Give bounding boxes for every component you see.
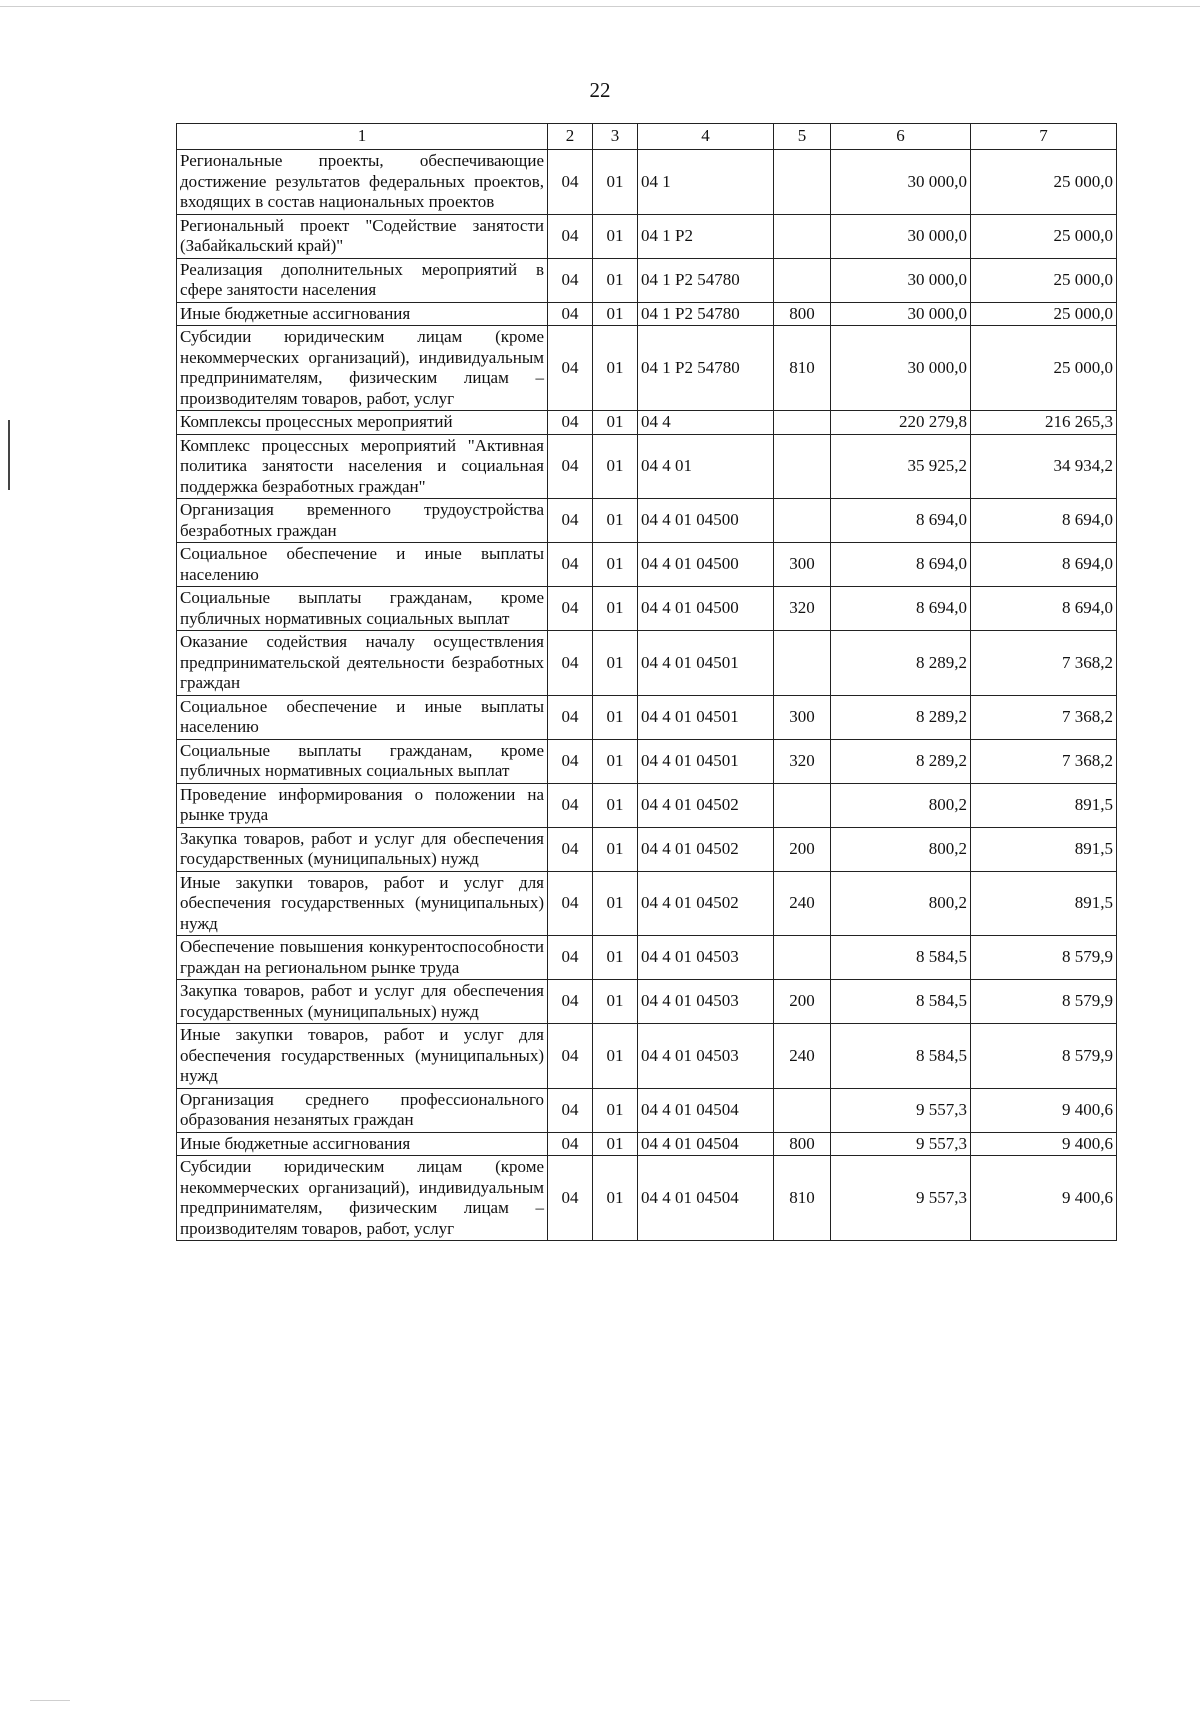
item-name: Социальное обеспечение и иные выплаты населению — [177, 543, 548, 587]
table-row — [177, 739, 1117, 783]
section-code: 04 — [548, 936, 593, 980]
target-article-code: 04 4 01 04502 — [638, 827, 774, 871]
item-name: Оказание содействия началу осуществления предпринимательской деятельности безработных граждан — [177, 631, 548, 696]
amount-year-2: 25 000,0 — [971, 258, 1117, 302]
table-body — [177, 150, 1117, 1241]
table-row — [177, 214, 1117, 258]
col-header-6: 6 — [831, 124, 971, 150]
amount-year-1: 8 289,2 — [831, 739, 971, 783]
amount-year-2: 7 368,2 — [971, 739, 1117, 783]
scan-edge-top — [0, 6, 1200, 7]
section-code: 04 — [548, 326, 593, 411]
section-code: 04 — [548, 1088, 593, 1132]
expense-type-code — [774, 783, 831, 827]
target-article-code: 04 1 Р2 54780 — [638, 326, 774, 411]
item-name: Социальное обеспечение и иные выплаты населению — [177, 695, 548, 739]
subsection-code: 01 — [593, 587, 638, 631]
table-row — [177, 827, 1117, 871]
amount-year-1: 30 000,0 — [831, 302, 971, 326]
expense-type-code: 320 — [774, 587, 831, 631]
target-article-code: 04 4 01 04504 — [638, 1088, 774, 1132]
target-article-code: 04 4 01 04501 — [638, 695, 774, 739]
amount-year-1: 8 289,2 — [831, 631, 971, 696]
amount-year-2: 25 000,0 — [971, 214, 1117, 258]
section-code: 04 — [548, 434, 593, 499]
amount-year-2: 891,5 — [971, 827, 1117, 871]
amount-year-1: 30 000,0 — [831, 214, 971, 258]
subsection-code: 01 — [593, 739, 638, 783]
table-row — [177, 1088, 1117, 1132]
amount-year-2: 25 000,0 — [971, 326, 1117, 411]
section-code: 04 — [548, 1132, 593, 1156]
table-row — [177, 302, 1117, 326]
subsection-code: 01 — [593, 695, 638, 739]
target-article-code: 04 4 — [638, 411, 774, 435]
expense-type-code — [774, 631, 831, 696]
item-name: Иные закупки товаров, работ и услуг для обеспечения государственных (муниципальных) нужд — [177, 871, 548, 936]
section-code: 04 — [548, 631, 593, 696]
target-article-code: 04 4 01 04500 — [638, 499, 774, 543]
amount-year-2: 9 400,6 — [971, 1132, 1117, 1156]
col-header-1: 1 — [177, 124, 548, 150]
expense-type-code: 240 — [774, 871, 831, 936]
amount-year-1: 9 557,3 — [831, 1088, 971, 1132]
subsection-code: 01 — [593, 434, 638, 499]
expense-type-code — [774, 1088, 831, 1132]
table-row — [177, 434, 1117, 499]
item-name: Субсидии юридическим лицам (кроме некоммерческих организаций), индивидуальным предпринимателям, физическим лицам – производителям товаров, работ, услуг — [177, 1156, 548, 1241]
target-article-code: 04 4 01 04502 — [638, 783, 774, 827]
target-article-code: 04 4 01 04503 — [638, 980, 774, 1024]
amount-year-2: 216 265,3 — [971, 411, 1117, 435]
amount-year-2: 891,5 — [971, 783, 1117, 827]
item-name: Комплексы процессных мероприятий — [177, 411, 548, 435]
target-article-code: 04 1 Р2 — [638, 214, 774, 258]
section-code: 04 — [548, 695, 593, 739]
item-name: Субсидии юридическим лицам (кроме некоммерческих организаций), индивидуальным предпринимателям, физическим лицам – производителям товаров, работ, услуг — [177, 326, 548, 411]
amount-year-1: 800,2 — [831, 871, 971, 936]
expense-type-code — [774, 258, 831, 302]
target-article-code: 04 4 01 04503 — [638, 936, 774, 980]
item-name: Обеспечение повышения конкурентоспособности граждан на региональном рынке труда — [177, 936, 548, 980]
expense-type-code: 810 — [774, 326, 831, 411]
amount-year-1: 35 925,2 — [831, 434, 971, 499]
scan-edge-bottom — [30, 1700, 70, 1701]
target-article-code: 04 4 01 — [638, 434, 774, 499]
amount-year-1: 8 289,2 — [831, 695, 971, 739]
subsection-code: 01 — [593, 326, 638, 411]
section-code: 04 — [548, 302, 593, 326]
amount-year-2: 8 694,0 — [971, 587, 1117, 631]
target-article-code: 04 1 — [638, 150, 774, 215]
target-article-code: 04 4 01 04500 — [638, 587, 774, 631]
item-name: Организация среднего профессионального образования незанятых граждан — [177, 1088, 548, 1132]
subsection-code: 01 — [593, 214, 638, 258]
table-row — [177, 1156, 1117, 1241]
subsection-code: 01 — [593, 258, 638, 302]
table-row — [177, 258, 1117, 302]
amount-year-2: 8 694,0 — [971, 543, 1117, 587]
col-header-4: 4 — [638, 124, 774, 150]
amount-year-1: 8 584,5 — [831, 980, 971, 1024]
subsection-code: 01 — [593, 1156, 638, 1241]
expense-type-code — [774, 434, 831, 499]
table-row — [177, 499, 1117, 543]
item-name: Проведение информирования о положении на рынке труда — [177, 783, 548, 827]
expense-type-code: 800 — [774, 302, 831, 326]
amount-year-2: 891,5 — [971, 871, 1117, 936]
subsection-code: 01 — [593, 543, 638, 587]
subsection-code: 01 — [593, 1088, 638, 1132]
page-number: 22 — [589, 78, 611, 102]
col-header-2: 2 — [548, 124, 593, 150]
target-article-code: 04 4 01 04500 — [638, 543, 774, 587]
col-header-7: 7 — [971, 124, 1117, 150]
target-article-code: 04 4 01 04504 — [638, 1156, 774, 1241]
amount-year-1: 8 584,5 — [831, 936, 971, 980]
subsection-code: 01 — [593, 936, 638, 980]
table-row — [177, 871, 1117, 936]
amount-year-1: 8 584,5 — [831, 1024, 971, 1089]
item-name: Реализация дополнительных мероприятий в сфере занятости населения — [177, 258, 548, 302]
subsection-code: 01 — [593, 499, 638, 543]
item-name: Иные бюджетные ассигнования — [177, 1132, 548, 1156]
section-code: 04 — [548, 214, 593, 258]
subsection-code: 01 — [593, 980, 638, 1024]
amount-year-1: 8 694,0 — [831, 543, 971, 587]
amount-year-1: 30 000,0 — [831, 258, 971, 302]
subsection-code: 01 — [593, 827, 638, 871]
item-name: Региональный проект "Содействие занятости (Забайкальский край)" — [177, 214, 548, 258]
expense-type-code — [774, 150, 831, 215]
expense-type-code: 810 — [774, 1156, 831, 1241]
amount-year-1: 9 557,3 — [831, 1156, 971, 1241]
section-code: 04 — [548, 871, 593, 936]
amount-year-2: 7 368,2 — [971, 695, 1117, 739]
amount-year-2: 8 579,9 — [971, 980, 1117, 1024]
amount-year-2: 34 934,2 — [971, 434, 1117, 499]
section-code: 04 — [548, 587, 593, 631]
item-name: Закупка товаров, работ и услуг для обеспечения государственных (муниципальных) нужд — [177, 827, 548, 871]
target-article-code: 04 4 01 04501 — [638, 631, 774, 696]
section-code: 04 — [548, 783, 593, 827]
budget-table — [176, 123, 1117, 1241]
section-code: 04 — [548, 411, 593, 435]
table-row — [177, 1132, 1117, 1156]
expense-type-code — [774, 214, 831, 258]
subsection-code: 01 — [593, 631, 638, 696]
section-code: 04 — [548, 1156, 593, 1241]
section-code: 04 — [548, 150, 593, 215]
expense-type-code: 200 — [774, 827, 831, 871]
col-header-3: 3 — [593, 124, 638, 150]
section-code: 04 — [548, 739, 593, 783]
item-name: Организация временного трудоустройства безработных граждан — [177, 499, 548, 543]
expense-type-code: 300 — [774, 543, 831, 587]
table-row — [177, 587, 1117, 631]
table-row — [177, 980, 1117, 1024]
item-name: Иные бюджетные ассигнования — [177, 302, 548, 326]
subsection-code: 01 — [593, 1024, 638, 1089]
item-name: Социальные выплаты гражданам, кроме публичных нормативных социальных выплат — [177, 739, 548, 783]
amount-year-2: 25 000,0 — [971, 150, 1117, 215]
section-code: 04 — [548, 1024, 593, 1089]
expense-type-code: 300 — [774, 695, 831, 739]
expense-type-code: 800 — [774, 1132, 831, 1156]
amount-year-2: 8 694,0 — [971, 499, 1117, 543]
section-code: 04 — [548, 543, 593, 587]
section-code: 04 — [548, 827, 593, 871]
amount-year-1: 800,2 — [831, 827, 971, 871]
expense-type-code — [774, 411, 831, 435]
target-article-code: 04 1 Р2 54780 — [638, 302, 774, 326]
table-row — [177, 411, 1117, 435]
amount-year-1: 800,2 — [831, 783, 971, 827]
section-code: 04 — [548, 980, 593, 1024]
target-article-code: 04 4 01 04501 — [638, 739, 774, 783]
target-article-code: 04 4 01 04504 — [638, 1132, 774, 1156]
table-row — [177, 1024, 1117, 1089]
subsection-code: 01 — [593, 150, 638, 215]
subsection-code: 01 — [593, 1132, 638, 1156]
section-code: 04 — [548, 258, 593, 302]
item-name: Региональные проекты, обеспечивающие достижение результатов федеральных проектов, входящих в состав национальных проектов — [177, 150, 548, 215]
amount-year-1: 30 000,0 — [831, 326, 971, 411]
amount-year-1: 8 694,0 — [831, 587, 971, 631]
table-row — [177, 695, 1117, 739]
table-row — [177, 783, 1117, 827]
table-row — [177, 543, 1117, 587]
col-header-5: 5 — [774, 124, 831, 150]
table-row — [177, 150, 1117, 215]
section-code: 04 — [548, 499, 593, 543]
expense-type-code: 200 — [774, 980, 831, 1024]
amount-year-2: 9 400,6 — [971, 1088, 1117, 1132]
item-name: Социальные выплаты гражданам, кроме публичных нормативных социальных выплат — [177, 587, 548, 631]
target-article-code: 04 4 01 04502 — [638, 871, 774, 936]
amount-year-1: 220 279,8 — [831, 411, 971, 435]
amount-year-2: 8 579,9 — [971, 936, 1117, 980]
amount-year-1: 30 000,0 — [831, 150, 971, 215]
amount-year-1: 9 557,3 — [831, 1132, 971, 1156]
subsection-code: 01 — [593, 783, 638, 827]
expense-type-code — [774, 936, 831, 980]
subsection-code: 01 — [593, 411, 638, 435]
table-row — [177, 326, 1117, 411]
scan-edge-left — [8, 420, 10, 490]
item-name: Комплекс процессных мероприятий "Активная политика занятости населения и социальная поддержка безработных граждан" — [177, 434, 548, 499]
amount-year-2: 25 000,0 — [971, 302, 1117, 326]
expense-type-code: 320 — [774, 739, 831, 783]
header-row — [177, 124, 1117, 150]
amount-year-2: 7 368,2 — [971, 631, 1117, 696]
subsection-code: 01 — [593, 302, 638, 326]
table-row — [177, 936, 1117, 980]
expense-type-code: 240 — [774, 1024, 831, 1089]
amount-year-2: 8 579,9 — [971, 1024, 1117, 1089]
item-name: Иные закупки товаров, работ и услуг для обеспечения государственных (муниципальных) нужд — [177, 1024, 548, 1089]
table-row — [177, 631, 1117, 696]
expense-type-code — [774, 499, 831, 543]
amount-year-2: 9 400,6 — [971, 1156, 1117, 1241]
subsection-code: 01 — [593, 871, 638, 936]
item-name: Закупка товаров, работ и услуг для обеспечения государственных (муниципальных) нужд — [177, 980, 548, 1024]
target-article-code: 04 4 01 04503 — [638, 1024, 774, 1089]
target-article-code: 04 1 Р2 54780 — [638, 258, 774, 302]
amount-year-1: 8 694,0 — [831, 499, 971, 543]
